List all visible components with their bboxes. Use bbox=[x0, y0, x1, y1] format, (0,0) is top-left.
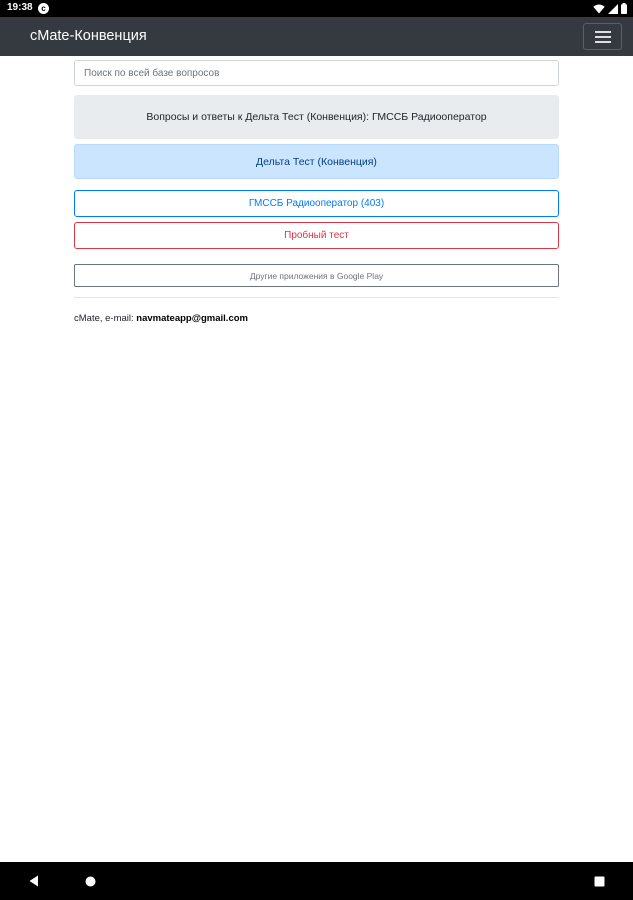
selected-category[interactable]: Дельта Тест (Конвенция) bbox=[74, 144, 559, 179]
hamburger-icon bbox=[595, 31, 611, 33]
home-icon[interactable] bbox=[85, 876, 96, 887]
navbar bbox=[0, 17, 633, 56]
practice-test-button[interactable]: Пробный тест bbox=[74, 222, 559, 249]
back-icon[interactable] bbox=[29, 875, 39, 887]
app-notification-icon: c bbox=[38, 3, 49, 14]
wifi-icon bbox=[593, 4, 605, 14]
topic-button[interactable]: ГМССБ Радиооператор (403) bbox=[74, 190, 559, 217]
status-indicators bbox=[593, 2, 627, 15]
divider bbox=[74, 297, 559, 298]
footer-prefix: cMate, e-mail: bbox=[74, 313, 137, 324]
other-apps-button[interactable]: Другие приложения в Google Play bbox=[74, 264, 559, 287]
hamburger-icon bbox=[595, 36, 611, 38]
system-nav-bar bbox=[0, 862, 633, 900]
recents-icon[interactable] bbox=[594, 876, 605, 887]
menu-toggle-button[interactable] bbox=[583, 23, 622, 50]
battery-icon bbox=[621, 3, 627, 14]
footer-email[interactable]: navmateapp@gmail.com bbox=[136, 313, 248, 324]
status-time: 19:38 bbox=[7, 2, 33, 13]
hamburger-icon bbox=[595, 41, 611, 43]
section-title: Вопросы и ответы к Дельта Тест (Конвенция): ГМССБ Радиооператор bbox=[74, 95, 559, 139]
footer-contact bbox=[74, 313, 248, 324]
signal-icon bbox=[608, 4, 618, 14]
status-bar bbox=[0, 0, 633, 17]
search-input[interactable] bbox=[74, 60, 559, 86]
app-brand[interactable]: cMate-Конвенция bbox=[30, 28, 147, 44]
